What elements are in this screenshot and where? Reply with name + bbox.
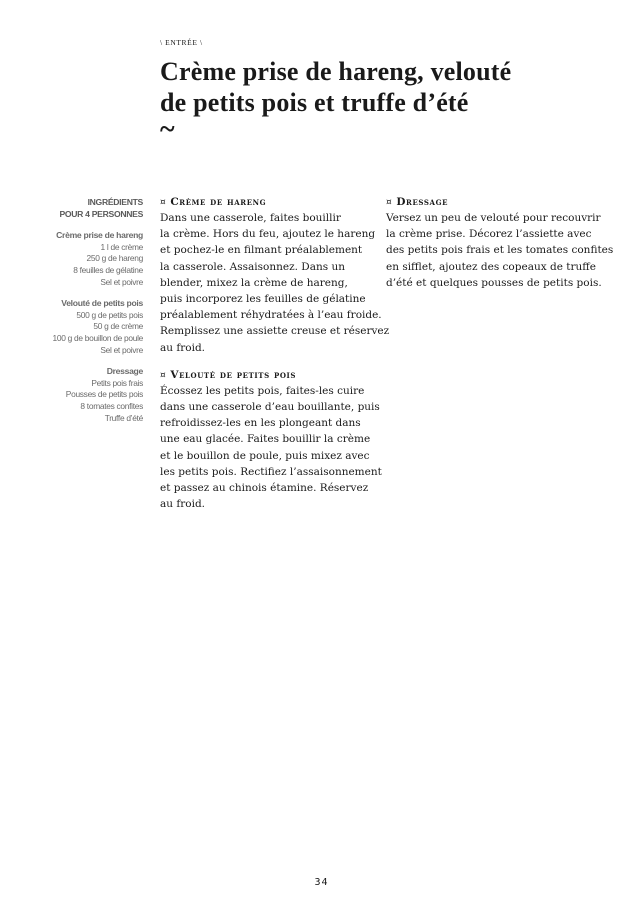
- section-title: [160, 195, 382, 210]
- section-title: [160, 368, 382, 383]
- text-line: dans une casserole d’eau bouillante, puis: [160, 401, 380, 414]
- section-creme-de-hareng: [160, 195, 390, 356]
- title-line: de petits pois et truffe d’été: [160, 88, 469, 117]
- ingredients-header-line: INGRÉDIENTS: [87, 197, 143, 207]
- section-title-text: Dressage: [396, 196, 449, 208]
- text-line: refroidissez-les en les plongeant dans: [160, 417, 361, 430]
- ingredient-group-title: Velouté de petits pois: [61, 298, 143, 309]
- ingredient-item: 250 g de hareng: [86, 253, 143, 264]
- category-label: \ ENTRÉE \: [160, 38, 203, 47]
- ingredient-item: Petits pois frais: [91, 377, 143, 388]
- ingredient-group: [30, 230, 143, 288]
- text-line: et le bouillon de poule, puis mixez avec: [160, 449, 370, 462]
- text-line: puis incorporez les feuilles de gélatine: [160, 293, 366, 306]
- text-line: les petits pois. Rectifiez l’assaisonnement: [160, 465, 382, 478]
- title-line: Crème prise de hareng, velouté: [160, 57, 512, 86]
- section-body: [386, 210, 614, 291]
- section-title-text: Velouté de petits pois: [170, 368, 297, 381]
- text-line: des petits pois frais et les tomates confites: [386, 244, 614, 257]
- page-number: 34: [314, 877, 329, 888]
- ingredient-item: 8 feuilles de gélatine: [73, 264, 143, 275]
- ingredient-item: 50 g de crème: [93, 321, 143, 332]
- text-line: la crème prise. Décorez l’assiette avec: [386, 228, 592, 241]
- ingredient-item: Sel et poivre: [100, 344, 143, 355]
- section-title-text: Crème de hareng: [170, 196, 267, 208]
- ingredient-item: 500 g de petits pois: [76, 309, 143, 320]
- text-line: la crème. Hors du feu, ajoutez le hareng: [160, 228, 376, 241]
- text-line: d’été et quelques pousses de petits pois.: [386, 276, 602, 289]
- text-line: Dans une casserole, faites bouillir: [160, 212, 341, 224]
- section-title: [386, 195, 614, 210]
- text-line: la casserole. Assaisonnez. Dans un: [160, 260, 346, 273]
- ingredients-header: [30, 197, 143, 220]
- text-line: préalablement réhydratées à l’eau froide.: [160, 309, 382, 322]
- ingredient-item: 8 tomates confites: [80, 400, 143, 411]
- instructions-column-left: [160, 195, 390, 524]
- instructions-column-right: [386, 195, 614, 303]
- ingredients-sidebar: [30, 197, 143, 424]
- text-line: au froid.: [160, 498, 206, 511]
- ingredient-group: [30, 298, 143, 356]
- text-line: blender, mixez la crème de hareng,: [160, 276, 348, 289]
- section-veloute-de-petits-pois: [160, 368, 382, 513]
- text-line: Remplissez une assiette creuse et réservez: [160, 325, 390, 338]
- text-line: et passez au chinois étamine. Réservez: [160, 482, 369, 495]
- section-marker-icon: ¤: [160, 370, 167, 381]
- ingredients-header-line: POUR 4 PERSONNES: [59, 208, 143, 219]
- text-line: Écossez les petits pois, faites-les cuire: [160, 384, 365, 397]
- ingredient-item: Truffe d’été: [104, 412, 143, 423]
- section-body: [160, 210, 390, 356]
- recipe-title: [160, 56, 600, 118]
- text-line: en sifflet, ajoutez des copeaux de truffe: [386, 260, 596, 273]
- ingredient-group-title: Dressage: [106, 366, 143, 377]
- ingredient-item: 100 g de bouillon de poule: [52, 332, 143, 343]
- text-line: Versez un peu de velouté pour recouvrir: [386, 212, 601, 224]
- ingredient-group-title: Crème prise de hareng: [56, 230, 143, 241]
- ingredient-item: Pousses de petits pois: [65, 389, 143, 400]
- ingredient-item: 1 l de crème: [100, 241, 143, 252]
- text-line: au froid.: [160, 341, 206, 354]
- section-marker-icon: ¤: [160, 198, 167, 208]
- section-body: [160, 383, 382, 513]
- title-ornament: ~: [160, 114, 175, 145]
- ingredient-group: [30, 366, 143, 424]
- section-dressage: [386, 195, 614, 291]
- section-marker-icon: ¤: [386, 198, 393, 208]
- ingredient-item: Sel et poivre: [100, 276, 143, 287]
- text-line: et pochez-le en filmant préalablement: [160, 244, 363, 257]
- text-line: une eau glacée. Faites bouillir la crème: [160, 433, 371, 446]
